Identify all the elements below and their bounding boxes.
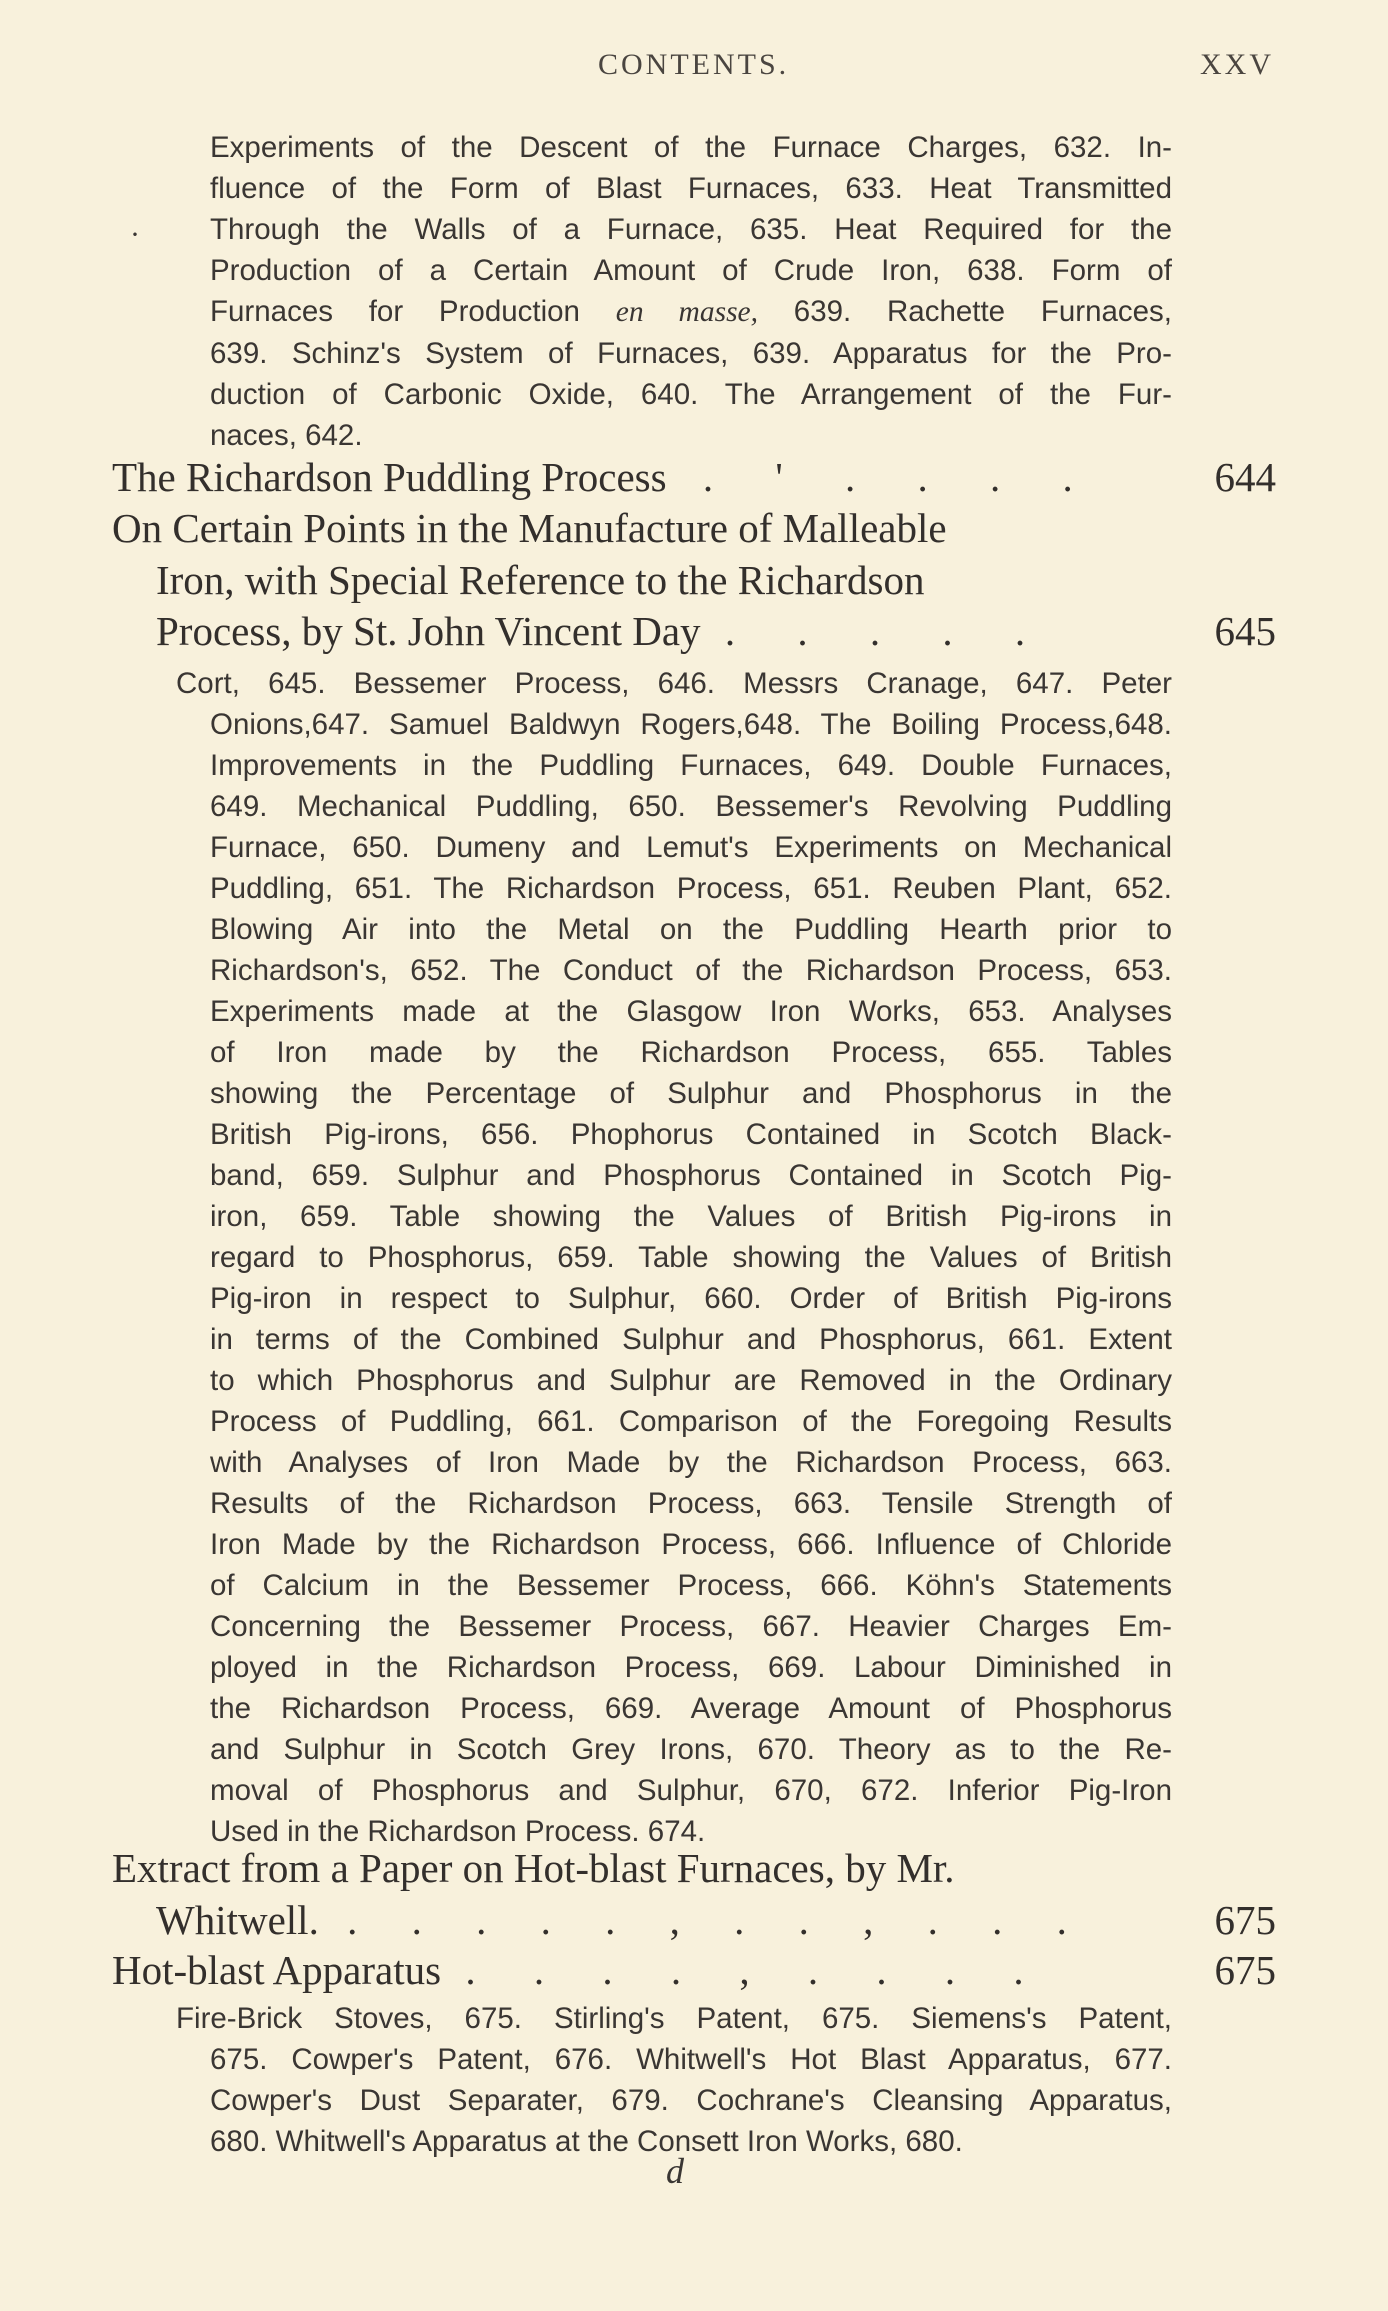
text-line: Production of a Certain Amount of Crude Iron, 638. Form of [210,254,1172,287]
contents-entry-richardson-puddling [112,452,1276,504]
entry-page-number: 645 [1214,608,1276,654]
text-line: Richardson's, 652. The Conduct of the Richardson Process, 653. [210,954,1172,987]
text-line: 680. Whitwell's Apparatus at the Consett Iron Works, 680. [210,2125,963,2158]
text-line: Fire-Brick Stoves, 675. Stirling's Patent, 675. Siemens's Patent, [176,2002,1172,2035]
entry-page-number: 644 [1214,454,1276,500]
text-line: of Iron made by the Richardson Process, 655. Tables [210,1036,1172,1069]
entry-page-number: 675 [1214,1896,1276,1943]
entry-title-line: On Certain Points in the Manufacture of Malleable [112,505,947,551]
entry-title: Hot-blast Apparatus [112,1947,442,1993]
text-line: Used in the Richardson Process. 674. [210,1815,706,1848]
text-line: and Sulphur in Scotch Grey Irons, 670. Theory as to the Re- [210,1733,1172,1766]
text-line: band, 659. Sulphur and Phosphorus Contained in Scotch Pig- [210,1159,1172,1192]
entry-page-number: 675 [1214,1947,1276,1993]
italic-phrase: en masse, [615,296,759,328]
leader-dots: . ' . . . . [702,454,1099,500]
text-line: to which Phosphorus and Sulphur are Removed in the Ordinary [210,1364,1172,1397]
text-line: 639. Schinz's System of Furnaces, 639. Apparatus for the Pro- [210,337,1172,370]
entry-title: Whitwell. [156,1896,319,1943]
contents-entry-hot-blast-apparatus [112,1945,1276,1997]
page-number: XXV [1200,48,1274,81]
text-line: regard to Phosphorus, 659. Table showing the Values of British [210,1241,1172,1274]
text-line: Cort, 645. Bessemer Process, 646. Messrs Cranage, 647. Peter [176,667,1172,700]
leader-dots: . . . . . , . . , . . . [347,1896,1089,1943]
text-line: Blowing Air into the Metal on the Puddling Hearth prior to [210,913,1172,946]
text-line: Furnace, 650. Dumeny and Lemut's Experiments on Mechanical [210,831,1172,864]
text-line: iron, 659. Table showing the Values of British Pig-irons in [210,1200,1172,1233]
text-line [210,291,1172,333]
text-line: moval of Phosphorus and Sulphur, 670, 672. Inferior Pig-Iron [210,1774,1172,1807]
entry-title-line: Iron, with Special Reference to the Richardson [156,556,925,603]
text-line: British Pig-irons, 656. Phophorus Contained in Scotch Black- [210,1118,1172,1151]
signature-mark: d [666,2151,684,2191]
text-line: fluence of the Form of Blast Furnaces, 633. Heat Transmitted [210,172,1172,205]
text-line: of Calcium in the Bessemer Process, 666. Köhn's Statements [210,1569,1172,1602]
entry-title-line [112,452,1276,504]
text-line: Experiments made at the Glasgow Iron Works, 653. Analyses [210,995,1172,1028]
text-line: Pig-iron in respect to Sulphur, 660. Order of British Pig-irons [210,1282,1172,1315]
margin-mark: · [130,218,140,251]
text-line: Puddling, 651. The Richardson Process, 651. Reuben Plant, 652. [210,872,1172,905]
text-line: with Analyses of Iron Made by the Richardson Process, 663. [210,1446,1172,1479]
text-line: Process of Puddling, 661. Comparison of the Foregoing Results [210,1405,1172,1438]
entry-title: Process, by St. John Vincent Day [156,608,701,654]
contents-entry-malleable-iron [112,503,1276,658]
text-fragment: Furnaces for Production [210,295,616,328]
page-header [0,48,1388,88]
text-line: Results of the Richardson Process, 663. Tensile Strength of [210,1487,1172,1520]
entry-title-line: Extract from a Paper on Hot-blast Furnaces, by Mr. [112,1845,955,1891]
text-line: Onions,647. Samuel Baldwyn Rogers,648. The Boiling Process,648. [210,708,1172,741]
contents-entry-hot-blast-paper [112,1843,1276,1946]
contents-subentries-block-3 [176,1998,1172,2162]
text-line: showing the Percentage of Sulphur and Phosphorus in the [210,1077,1172,1110]
text-line: naces, 642. [210,419,363,452]
text-line: ployed in the Richardson Process, 669. Labour Diminished in [210,1651,1172,1684]
text-line: Concerning the Bessemer Process, 667. Heavier Charges Em- [210,1610,1172,1643]
text-fragment: 639. Rachette Furnaces, [758,295,1172,328]
text-line: Cowper's Dust Separater, 679. Cochrane's Cleansing Apparatus, [210,2084,1172,2117]
contents-subentries-block-1 [210,127,1172,456]
leader-dots: . . . . . [724,608,1052,654]
running-title: CONTENTS. [598,48,790,81]
contents-subentries-block-2 [176,663,1172,1852]
text-line: Through the Walls of a Furnace, 635. Heat Required for the [210,213,1172,246]
text-line: 649. Mechanical Puddling, 650. Bessemer's Revolving Puddling [210,790,1172,823]
text-line: the Richardson Process, 669. Average Amount of Phosphorus [210,1692,1172,1725]
entry-title-line [112,1945,1276,1997]
leader-dots: . . . . , . . . . [465,1947,1048,1993]
entry-title: The Richardson Puddling Process [112,454,667,500]
text-line: duction of Carbonic Oxide, 640. The Arrangement of the Fur- [210,378,1172,411]
text-line: Improvements in the Puddling Furnaces, 649. Double Furnaces, [210,749,1172,782]
text-line: 675. Cowper's Patent, 676. Whitwell's Hot Blast Apparatus, 677. [210,2043,1172,2076]
entry-title-line [112,1895,1276,1947]
text-line: in terms of the Combined Sulphur and Phosphorus, 661. Extent [210,1323,1172,1356]
entry-title-line [112,606,1276,658]
text-line: Experiments of the Descent of the Furnace Charges, 632. In- [210,131,1172,164]
text-line: Iron Made by the Richardson Process, 666. Influence of Chloride [210,1528,1172,1561]
